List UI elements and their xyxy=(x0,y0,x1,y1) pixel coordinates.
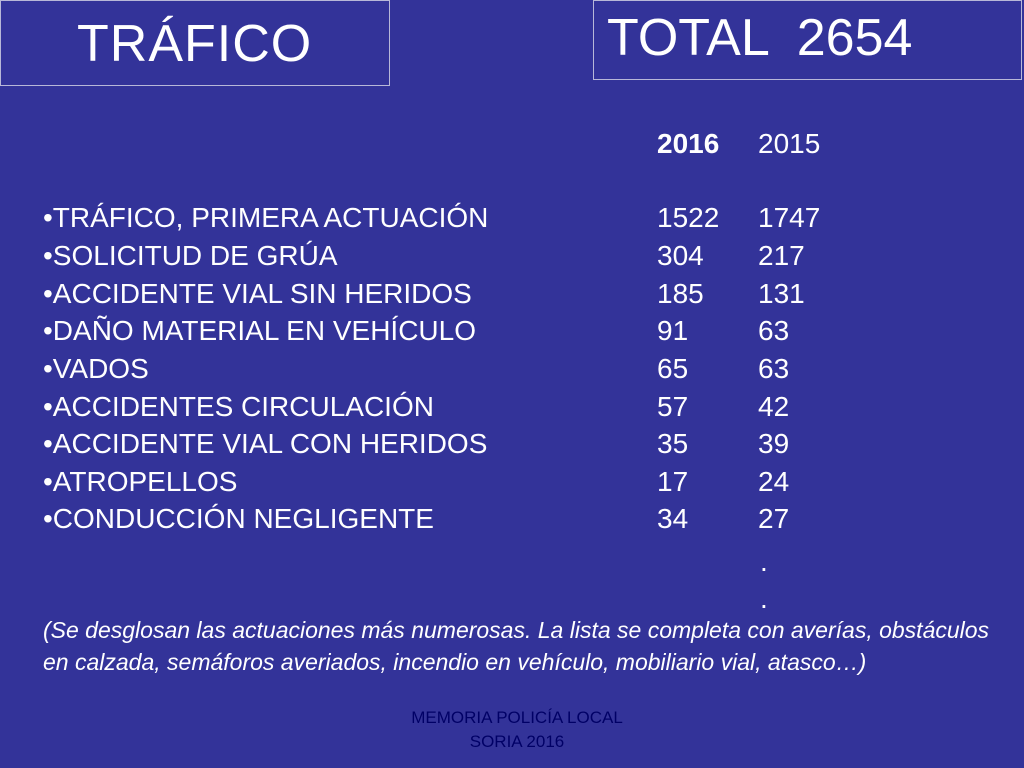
value-2016: 65 xyxy=(657,353,689,384)
table-row xyxy=(0,388,1024,425)
table-row xyxy=(0,312,1024,349)
value-2016: 17 xyxy=(657,466,689,497)
value-2016: 34 xyxy=(657,503,689,534)
value-2016: 185 xyxy=(657,278,704,309)
table-row xyxy=(0,463,1024,500)
value-2015: 24 xyxy=(758,466,790,497)
slide-title: TRÁFICO xyxy=(77,15,313,73)
table-row xyxy=(0,199,1024,236)
column-header-2016: 2016 xyxy=(657,128,720,159)
value-2015: 63 xyxy=(758,315,790,346)
value-2015: 217 xyxy=(758,240,805,271)
row-label: •ACCIDENTE VIAL CON HERIDOS xyxy=(43,428,488,459)
continuation-dot: . xyxy=(760,546,768,577)
column-header-2015: 2015 xyxy=(758,128,821,159)
title-box xyxy=(0,0,390,86)
value-2016: 35 xyxy=(657,428,689,459)
value-2016: 91 xyxy=(657,315,689,346)
footnote-text: (Se desglosan las actuaciones más numerosas. La lista se completa con averías, obstáculos en calzada, semáforos averiados, incendio en vehículo, mobiliario vial, atasco…) xyxy=(43,617,990,675)
value-2015: 63 xyxy=(758,353,790,384)
row-label: •VADOS xyxy=(43,353,149,384)
value-2015: 39 xyxy=(758,428,790,459)
table-row xyxy=(0,425,1024,462)
row-label: •DAÑO MATERIAL EN VEHÍCULO xyxy=(43,315,476,346)
row-label: •SOLICITUD DE GRÚA xyxy=(43,240,338,271)
total-box xyxy=(593,0,1022,80)
table-row xyxy=(0,237,1024,274)
value-2016: 57 xyxy=(657,391,689,422)
row-label: •ATROPELLOS xyxy=(43,466,238,497)
slide-footer xyxy=(382,706,652,754)
row-label: •ACCIDENTES CIRCULACIÓN xyxy=(43,391,434,422)
value-2016: 1522 xyxy=(657,202,720,233)
footer-line-1: MEMORIA POLICÍA LOCAL xyxy=(411,708,623,727)
value-2016: 304 xyxy=(657,240,704,271)
value-2015: 131 xyxy=(758,278,805,309)
value-2015: 42 xyxy=(758,391,790,422)
total-label: TOTAL 2654 xyxy=(607,9,913,67)
row-label: •ACCIDENTE VIAL SIN HERIDOS xyxy=(43,278,472,309)
footer-line-2: SORIA 2016 xyxy=(469,732,565,751)
continuation-dot: . xyxy=(760,583,768,614)
table-row xyxy=(0,275,1024,312)
table-row xyxy=(0,500,1024,537)
row-label: •CONDUCCIÓN NEGLIGENTE xyxy=(43,503,434,534)
value-2015: 1747 xyxy=(758,202,821,233)
table-row xyxy=(0,350,1024,387)
row-label: •TRÁFICO, PRIMERA ACTUACIÓN xyxy=(43,202,489,233)
value-2015: 27 xyxy=(758,503,790,534)
